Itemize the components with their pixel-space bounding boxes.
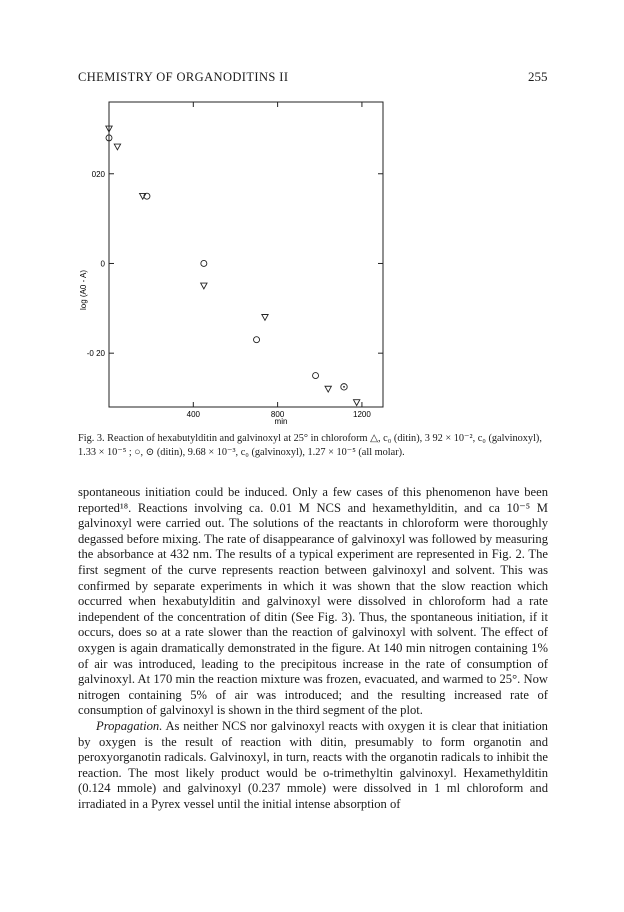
circle-point (313, 373, 319, 379)
running-title: CHEMISTRY OF ORGANODITINS II (78, 70, 289, 84)
plot-border (109, 102, 383, 407)
circle-point (201, 260, 207, 266)
section-heading-propagation: Propagation. (96, 718, 163, 733)
plot-frame (109, 102, 383, 407)
axis-ticks (109, 102, 383, 407)
circle-point (254, 337, 260, 343)
figure-caption: Fig. 3. Reaction of hexabutylditin and galvinoxyl at 25° in chloroform △, c₀ (ditin), 3 92 × 10⁻², c₀ (galvinoxyl), 1.33 × 10⁻⁵ ; ○, ⊙ (ditin), 9.68 × 10⁻³, c₀ (galvinoxyl), 1.27 × 10⁻⁵ (all molar). (78, 433, 542, 458)
y-tick-label: -0 20 (86, 349, 105, 359)
y-axis-label: log (A0 - A) (79, 269, 88, 311)
y-tick-label: 020 (91, 169, 105, 179)
triangle-point (353, 400, 359, 406)
axis-tick-labels (87, 170, 372, 419)
figure-3-scatter-plot (0, 0, 624, 430)
triangle-point (325, 386, 331, 392)
triangle-point (201, 283, 207, 289)
x-tick-label: 1200 (353, 410, 371, 419)
x-tick-label: 400 (186, 410, 200, 419)
dotted-circle-center (343, 386, 345, 388)
triangle-point (262, 314, 268, 320)
x-axis-label: min (274, 417, 288, 426)
paragraph-2 (78, 719, 548, 813)
paragraph-2-text: As neither NCS nor galvinoxyl reacts with oxygen it is clear that initiation by oxygen is the result of reaction with ditin, presumably to form organotin and peroxyorganotin radicals. Galvinoxyl, in turn, reacts with the organotin radicals to inhibit the reaction. The most likely product would be o-trimethyltin galvinoxyl. Hexamethylditin (0.124 mmole) and galvinoxyl (0.237 mmole) were dissolved in 1 ml chloroform and irradiated in a Pyrex vessel until the initial intense absorption of (78, 718, 548, 811)
x-tick-label: 800 (270, 410, 285, 419)
data-points (106, 126, 360, 405)
body-text (78, 485, 548, 812)
page-number: 255 (528, 69, 548, 84)
paragraph-1: spontaneous initiation could be induced. Only a few cases of this phenomenon have been reported¹⁸. Reactions involving ca. 0.01 M NCS and hexamethylditin, and ca 10⁻⁵ M galvinoxyl were carried out. The solutions of the reactants in chloroform were thoroughly degassed before mixing. The rate of disappearance of galvinoxyl was followed by measuring the absorbance at 432 nm. The results of a typical experiment are represented in Fig. 2. The first segment of the curve represents reaction between galvinoxyl and solvent. This was confirmed by separate experiments in which it was shown that the slow reaction which occurred when hexabutylditin and galvinoxyl were dissolved in chloroform had a rate independent of the concentration of ditin (See Fig. 3). Thus, the spontaneous initiation, if it occurs, does so at a rate slower than the reaction of galvinoxyl with solvent. The effect of oxygen is again dramatically demonstrated in the figure. At 140 min nitrogen containing 1% of air was introduced, leading to the precipitous increase in the rate of consumption of galvinoxyl. At 170 min the reaction mixture was frozen, evacuated, and warmed to 25°. Now nitrogen containing 5% of air was introduced; and the resulting increased rate of consumption of galvinoxyl is shown in the third segment of the plot. (78, 485, 548, 718)
y-tick-label: 0 (100, 259, 105, 269)
triangle-point (114, 144, 120, 150)
